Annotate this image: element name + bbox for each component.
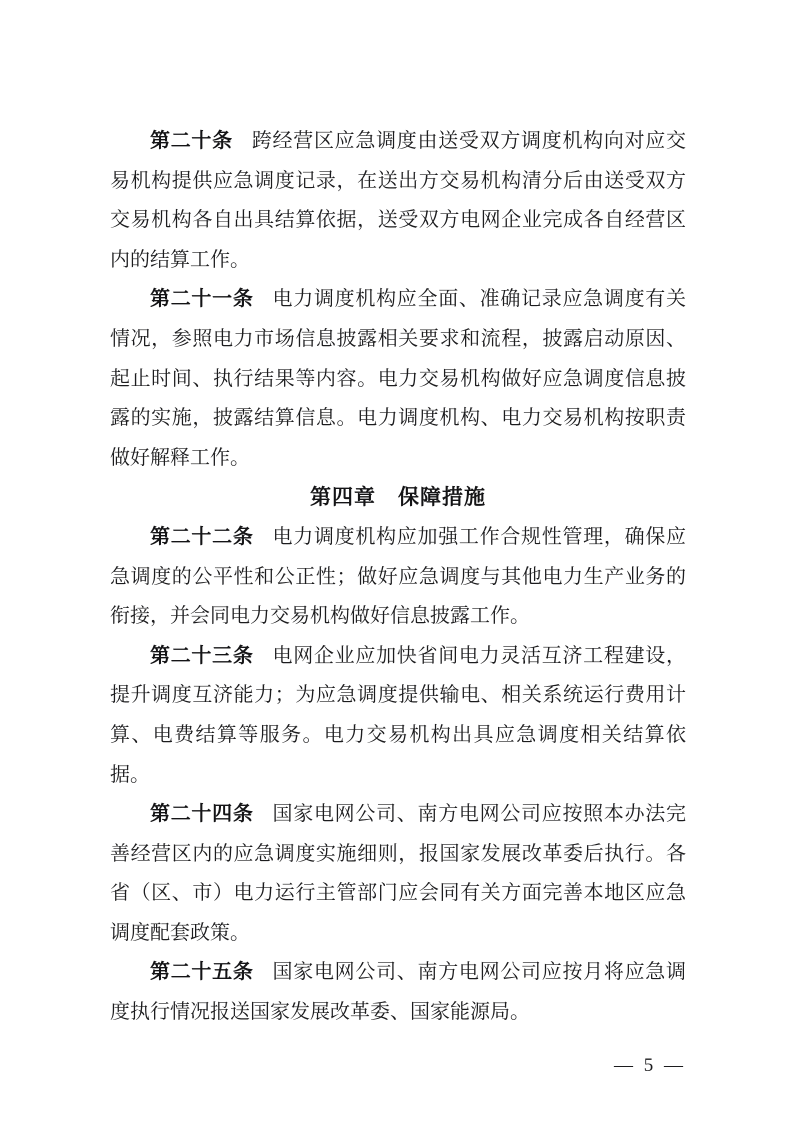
article-text: 跨经营区应急调度由送受双方调度机构向对应交易机构提供应急调度记录，在送出方交易机构清分后由送受双方交易机构各自出具结算依据，送受双方电网企业完成各自经营区内的结算工作。 — [110, 130, 687, 271]
article-text: 电力调度机构应加强工作合规性管理，确保应急调度的公平性和公正性；做好应急调度与其他电力生产业务的衔接，并会同电力交易机构做好信息披露工作。 — [110, 525, 687, 628]
article-number: 第二十四条 — [150, 803, 254, 826]
article-text: 电力调度机构应全面、准确记录应急调度有关情况，参照电力市场信息披露相关要求和流程，披露启动原因、起止时间、执行结果等内容。电力交易机构做好应急调度信息披露的实施，披露结算信息。电力调度机构、电力交易机构按职责做好解释工作。 — [110, 288, 687, 469]
article-paragraph-22 — [110, 518, 686, 637]
page-number: — 5 — — [614, 1054, 686, 1076]
article-number: 第二十二条 — [150, 525, 254, 548]
article-number: 第二十条 — [150, 130, 233, 152]
article-paragraph-20 — [110, 122, 686, 280]
article-text: 国家电网公司、南方电网公司应按月将应急调度执行情况报送国家发展改革委、国家能源局。 — [110, 961, 687, 1024]
article-number: 第二十五条 — [150, 961, 254, 984]
article-text: 电网企业应加快省间电力灵活互济工程建设，提升调度互济能力；为应急调度提供输电、相关系统运行费用计算、电费结算等服务。电力交易机构出具应急调度相关结算依据。 — [110, 644, 687, 786]
chapter-heading: 第四章 保障措施 — [310, 486, 486, 510]
article-paragraph-21 — [110, 280, 686, 478]
article-paragraph-25 — [110, 953, 686, 1032]
article-text: 国家电网公司、南方电网公司应按照本办法完善经营区内的应急调度实施细则，报国家发展改革委后执行。各省（区、市）电力运行主管部门应会同有关方面完善本地区应急调度配套政策。 — [110, 803, 687, 944]
document-body — [110, 122, 686, 1085]
article-paragraph-23 — [110, 637, 686, 795]
article-number: 第二十一条 — [150, 288, 254, 311]
article-paragraph-24 — [110, 795, 686, 953]
article-number: 第二十三条 — [150, 644, 254, 667]
